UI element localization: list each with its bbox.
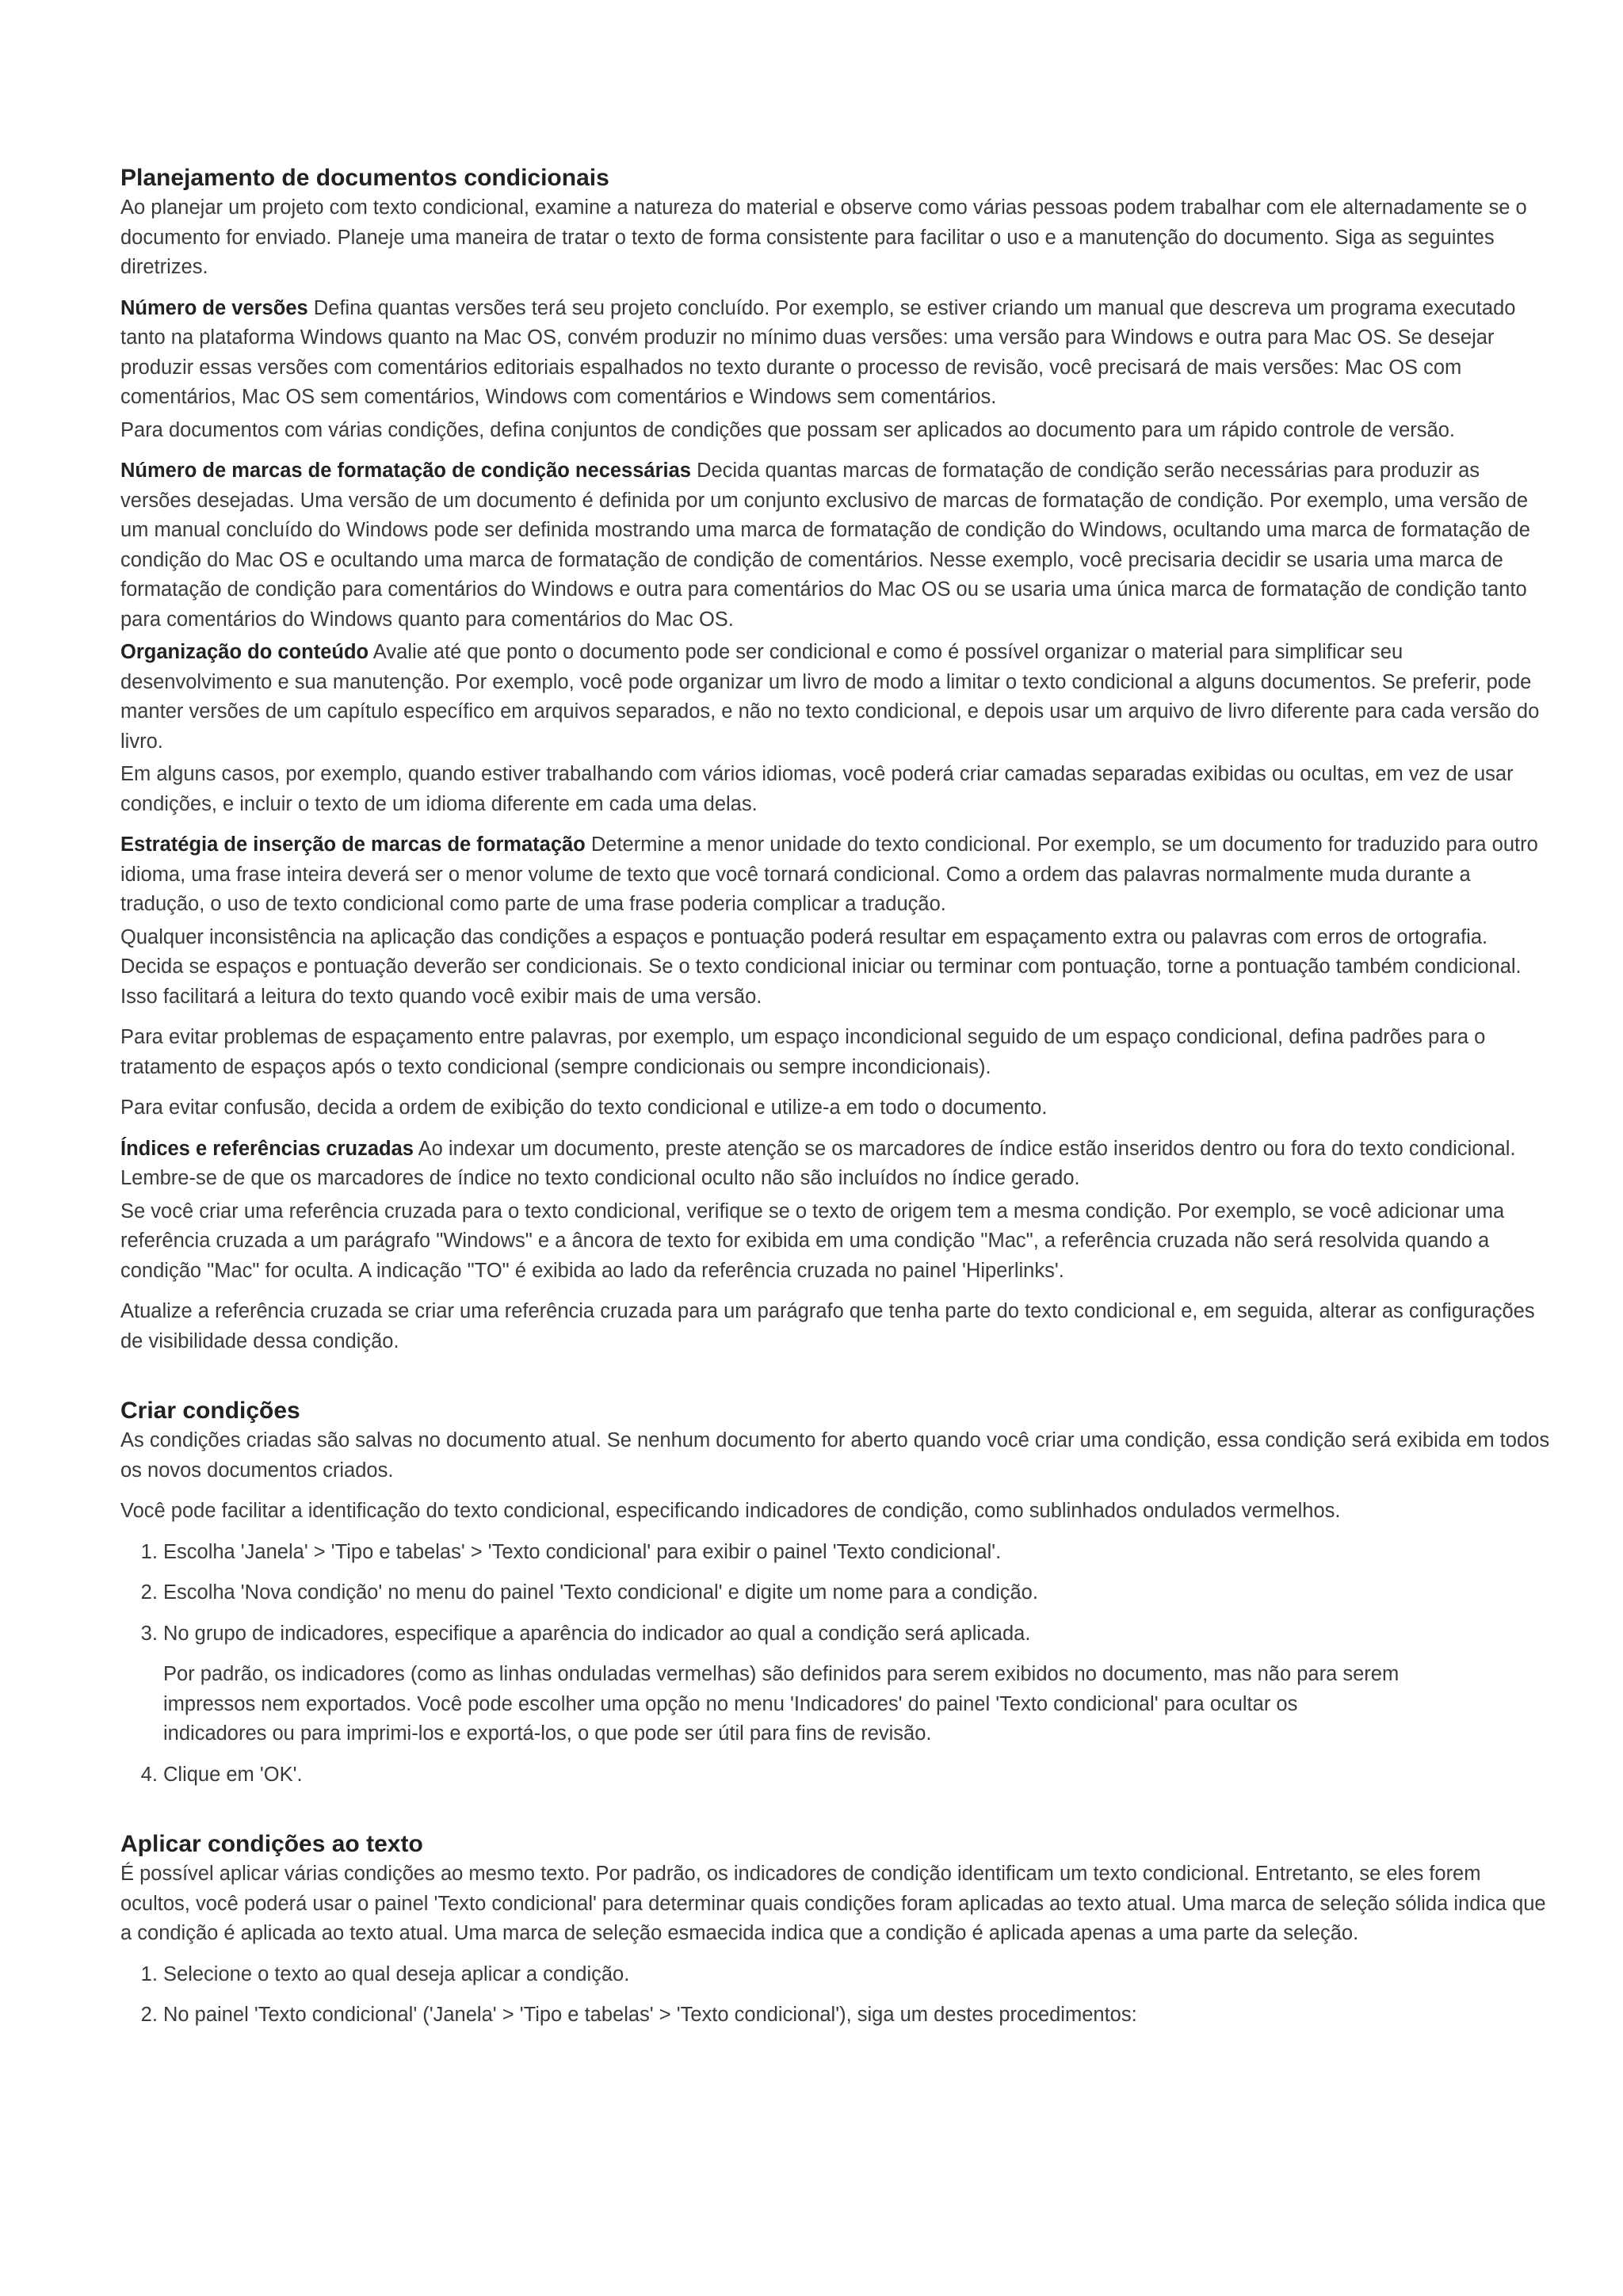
- guideline-lead: Índices e referências cruzadas: [120, 1137, 414, 1160]
- guideline-paragraph: [120, 294, 1555, 413]
- step-item: 1. Escolha 'Janela' > 'Tipo e tabelas' > 'Texto condicional' para exibir o painel 'Texto condicional'.: [163, 1538, 1555, 1568]
- section-paragraph: As condições criadas são salvas no documento atual. Se nenhum documento for aberto quando você criar uma condição, essa condição será exibida em todos os novos documentos criados.: [120, 1429, 1550, 1482]
- guideline-lead: Estratégia de inserção de marcas de formatação: [120, 833, 586, 856]
- guideline-extra: Em alguns casos, por exemplo, quando estiver trabalhando com vários idiomas, você poderá criar camadas separadas exibidas ou ocultas, em vez de usar condições, e incluir o texto de um idioma diferente em cada uma delas.: [120, 763, 1514, 815]
- step-note: Por padrão, os indicadores (como as linhas onduladas vermelhas) são definidos para serem exibidos no documento, mas não para serem impressos nem exportados. Você pode escolher uma opção no menu 'Indicadores' do painel 'Texto condicional' para ocultar os indicadores ou para imprimi-los e exportá-los, o que pode ser útil para fins de revisão.: [163, 1663, 1400, 1745]
- steps-list: [120, 1960, 1555, 2031]
- guideline-paragraph: [120, 638, 1555, 757]
- step-item: 2. Escolha 'Nova condição' no menu do painel 'Texto condicional' e digite um nome para a condição.: [163, 1578, 1555, 1608]
- guideline-text: Avalie até que ponto o documento pode ser condicional e como é possível organizar o material para simplificar seu desenvolvimento e sua manutenção. Por exemplo, você pode organizar um livro de modo a limitar o texto condicional a alguns documentos. Se preferir, pode manter versões de um capítulo específico em arquivos separados, e não no texto condicional, e depois usar um arquivo de livro diferente para cada versão do livro.: [120, 641, 1540, 753]
- guideline-extra: Para evitar problemas de espaçamento entre palavras, por exemplo, um espaço incondicional seguido de um espaço condicional, defina padrões para o tratamento de espaços após o texto condicional (sempre condicionais ou sempre incondicionais).: [120, 1026, 1486, 1078]
- section-heading-planejamento: Planejamento de documentos condicionais: [120, 165, 609, 191]
- guideline-lead: Organização do conteúdo: [120, 641, 369, 663]
- guideline-extra: Atualize a referência cruzada se criar uma referência cruzada para um parágrafo que tenha parte do texto condicional e, em seguida, alterar as configurações de visibilidade dessa condição.: [120, 1300, 1535, 1352]
- guideline-extra: Qualquer inconsistência na aplicação das condições a espaços e pontuação poderá resultar em espaçamento extra ou palavras com erros de ortografia. Decida se espaços e pontuação deverão ser condicionais. Se o texto condicional iniciar ou terminar com pontuação, torne a pontuação também condicional. Isso facilitará a leitura do texto quando você exibir mais de uma versão.: [120, 925, 1522, 1008]
- guideline-lead: Número de marcas de formatação de condição necessárias: [120, 460, 691, 482]
- step-item: 1. Selecione o texto ao qual deseja aplicar a condição.: [163, 1960, 1555, 1990]
- step-text: No grupo de indicadores, especifique a aparência do indicador ao qual a condição será aplicada.: [163, 1622, 1031, 1645]
- guideline-extra: Se você criar uma referência cruzada para o texto condicional, verifique se o texto de origem tem a mesma condição. Por exemplo, se você adicionar uma referência cruzada a um parágrafo "Windows" e a âncora de texto for exibida em uma condição "Mac", a referência cruzada não será resolvida quando a condição "Mac" for oculta. A indicação "TO" é exibida ao lado da referência cruzada no painel 'Hiperlinks'.: [120, 1199, 1505, 1282]
- section-heading-criar-condicoes: Criar condições: [120, 1398, 300, 1424]
- step-item: [163, 1619, 1555, 1650]
- document-page: [120, 163, 1555, 2031]
- steps-list-continued: [120, 1760, 1555, 1791]
- section-paragraph: É possível aplicar várias condições ao mesmo texto. Por padrão, os indicadores de condição identificam um texto condicional. Entretanto, se eles forem ocultos, você poderá usar o painel 'Texto condicional' para determinar quais condições foram aplicadas ao texto atual. Uma marca de seleção sólida indica que a condição é aplicada ao texto atual. Uma marca de seleção esmaecida indica que a condição é aplicada apenas a uma parte da seleção.: [120, 1863, 1546, 1944]
- step-item: 4. Clique em 'OK'.: [163, 1760, 1555, 1791]
- guideline-paragraph: [120, 830, 1555, 920]
- guideline-extra: Para documentos com várias condições, defina conjuntos de condições que possam ser aplicados ao documento para um rápido controle de versão.: [120, 418, 1455, 441]
- section-heading-aplicar-condicoes: Aplicar condições ao texto: [120, 1831, 423, 1857]
- guideline-extra: Para evitar confusão, decida a ordem de exibição do texto condicional e utilize-a em todo o documento.: [120, 1097, 1048, 1119]
- section-intro: Ao planejar um projeto com texto condicional, examine a natureza do material e observe como várias pessoas podem trabalhar com ele alternadamente se o documento for enviado. Planeje uma maneira de tratar o texto de forma consistente para facilitar o uso e a manutenção do documento. Siga as seguintes diretrizes.: [120, 196, 1527, 278]
- guideline-lead: Número de versões: [120, 296, 308, 319]
- guideline-text: Defina quantas versões terá seu projeto concluído. Por exemplo, se estiver criando um manual que descreva um programa executado tanto na plataforma Windows quanto na Mac OS, convém produzir no mínimo duas versões: uma versão para Windows e outra para Mac OS. Se desejar produzir essas versões com comentários editoriais espalhados no texto durante o processo de revisão, você precisará de mais versões: Mac OS com comentários, Mac OS sem comentários, Windows com comentários e Windows sem comentários.: [120, 296, 1516, 408]
- section-paragraph: Você pode facilitar a identificação do texto condicional, especificando indicadores de condição, como sublinhados ondulados vermelhos.: [120, 1500, 1341, 1522]
- step-item: 2. No painel 'Texto condicional' ('Janela' > 'Tipo e tabelas' > 'Texto condicional'), siga um destes procedimentos:: [163, 2000, 1555, 2031]
- guideline-text: Ao indexar um documento, preste atenção se os marcadores de índice estão inseridos dentro ou fora do texto condicional. Lembre-se de que os marcadores de índice no texto condicional oculto não são incluídos no índice gerado.: [120, 1137, 1516, 1189]
- guideline-text: Decida quantas marcas de formatação de condição serão necessárias para produzir as versões desejadas. Uma versão de um documento é definida por um conjunto exclusivo de marcas de formatação de condição. Por exemplo, uma versão de um manual concluído do Windows pode ser definida mostrando uma marca de formatação de condição do Windows, ocultando uma marca de formatação de condição do Mac OS e ocultando uma marca de formatação de condição de comentários. Nesse exemplo, você precisaria decidir se usaria uma marca de formatação de condição para comentários do Windows e outra para comentários do Mac OS ou se usaria uma única marca de formatação de condição tanto para comentários do Windows quanto para comentários do Mac OS.: [120, 460, 1530, 631]
- guideline-text: Determine a menor unidade do texto condicional. Por exemplo, se um documento for traduzido para outro idioma, uma frase inteira deverá ser o menor volume de texto que você tornará condicional. Como a ordem das palavras normalmente muda durante a tradução, o uso de texto condicional como parte de uma frase poderia complicar a tradução.: [120, 833, 1538, 915]
- guideline-paragraph: [120, 456, 1555, 635]
- steps-list: [120, 1538, 1555, 1650]
- guideline-paragraph: [120, 1135, 1555, 1194]
